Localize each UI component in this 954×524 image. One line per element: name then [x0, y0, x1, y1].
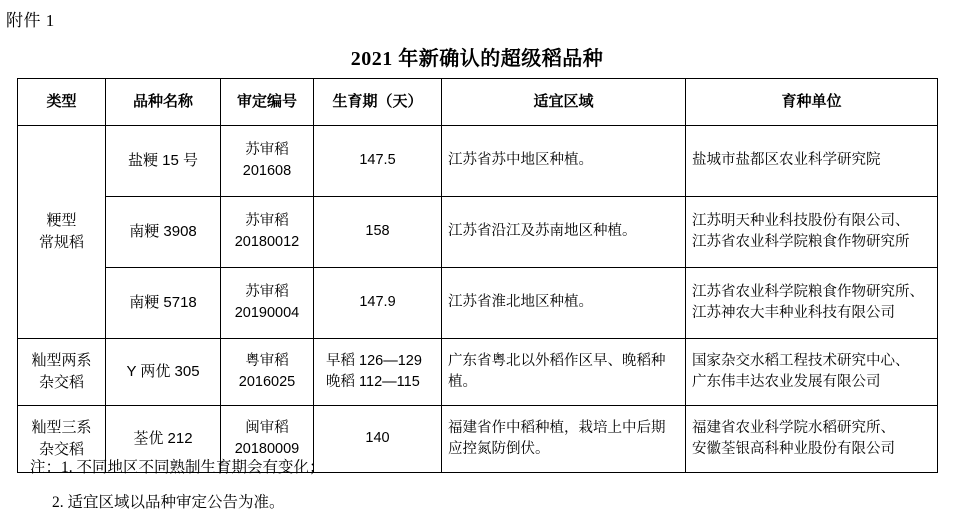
- cell-suitable-region: 广东省粤北以外稻作区早、晚稻种 植。: [442, 339, 686, 406]
- table-row: [18, 126, 938, 197]
- cell-growth-period: 158: [314, 197, 442, 268]
- column-header-variety-name: 品种名称: [106, 79, 221, 126]
- cell-variety-name: 盐粳 15 号: [106, 126, 221, 197]
- table-note-2: 2. 适宜区域以品种审定公告为准。: [52, 494, 285, 511]
- cell-approval-code: 粤审稻 2016025: [221, 339, 314, 406]
- cell-suitable-region: 江苏省苏中地区种植。: [442, 126, 686, 197]
- cell-suitable-region: 福建省作中稻种植，栽培上中后期 应控氮防倒伏。: [442, 406, 686, 473]
- cell-type-indica-two-line-hybrid: 籼型两系 杂交稻: [18, 339, 106, 406]
- cell-variety-name: Y 两优 305: [106, 339, 221, 406]
- cell-breeding-unit: 江苏省农业科学院粮食作物研究所、 江苏神农大丰种业科技有限公司: [686, 268, 938, 339]
- cell-breeding-unit: 江苏明天种业科技股份有限公司、 江苏省农业科学院粮食作物研究所: [686, 197, 938, 268]
- table-header-row: [18, 79, 938, 126]
- attachment-label: 附件 1: [6, 11, 55, 30]
- page-title: 2021 年新确认的超级稻品种: [350, 48, 604, 70]
- cell-variety-name: 南粳 3908: [106, 197, 221, 268]
- cell-breeding-unit: 国家杂交水稻工程技术研究中心、 广东伟丰达农业发展有限公司: [686, 339, 938, 406]
- cell-approval-code: 苏审稻 20190004: [221, 268, 314, 339]
- column-header-breeding-unit: 育种单位: [686, 79, 938, 126]
- cell-growth-period: 147.5: [314, 126, 442, 197]
- cell-type-indica-three-line-hybrid: 籼型三系 杂交稻: [18, 406, 106, 473]
- column-header-growth-period: 生育期（天）: [314, 79, 442, 126]
- table-row: [18, 268, 938, 339]
- cell-growth-period: 147.9: [314, 268, 442, 339]
- column-header-approval-code: 审定编号: [221, 79, 314, 126]
- column-header-suitable-region: 适宜区域: [442, 79, 686, 126]
- super-rice-variety-table: [17, 78, 938, 473]
- cell-variety-name: 南粳 5718: [106, 268, 221, 339]
- cell-approval-code: 苏审稻 201608: [221, 126, 314, 197]
- cell-suitable-region: 江苏省淮北地区种植。: [442, 268, 686, 339]
- cell-variety-name: 荃优 212: [106, 406, 221, 473]
- cell-breeding-unit: 福建省农业科学院水稻研究所、 安徽荃银高科种业股份有限公司: [686, 406, 938, 473]
- table-row: [18, 339, 938, 406]
- cell-growth-period: 140: [314, 406, 442, 473]
- column-header-type: 类型: [18, 79, 106, 126]
- cell-type-japonica-conventional: 粳型 常规稻: [18, 126, 106, 339]
- cell-approval-code: 苏审稻 20180012: [221, 197, 314, 268]
- table-row: [18, 197, 938, 268]
- table-note-1: 注：1. 不同地区不同熟制生育期会有变化；: [30, 459, 325, 476]
- cell-breeding-unit: 盐城市盐都区农业科学研究院: [686, 126, 938, 197]
- cell-growth-period: 早稻 126—129 晚稻 112—115: [314, 339, 442, 406]
- cell-approval-code: 闽审稻 20180009: [221, 406, 314, 473]
- cell-suitable-region: 江苏省沿江及苏南地区种植。: [442, 197, 686, 268]
